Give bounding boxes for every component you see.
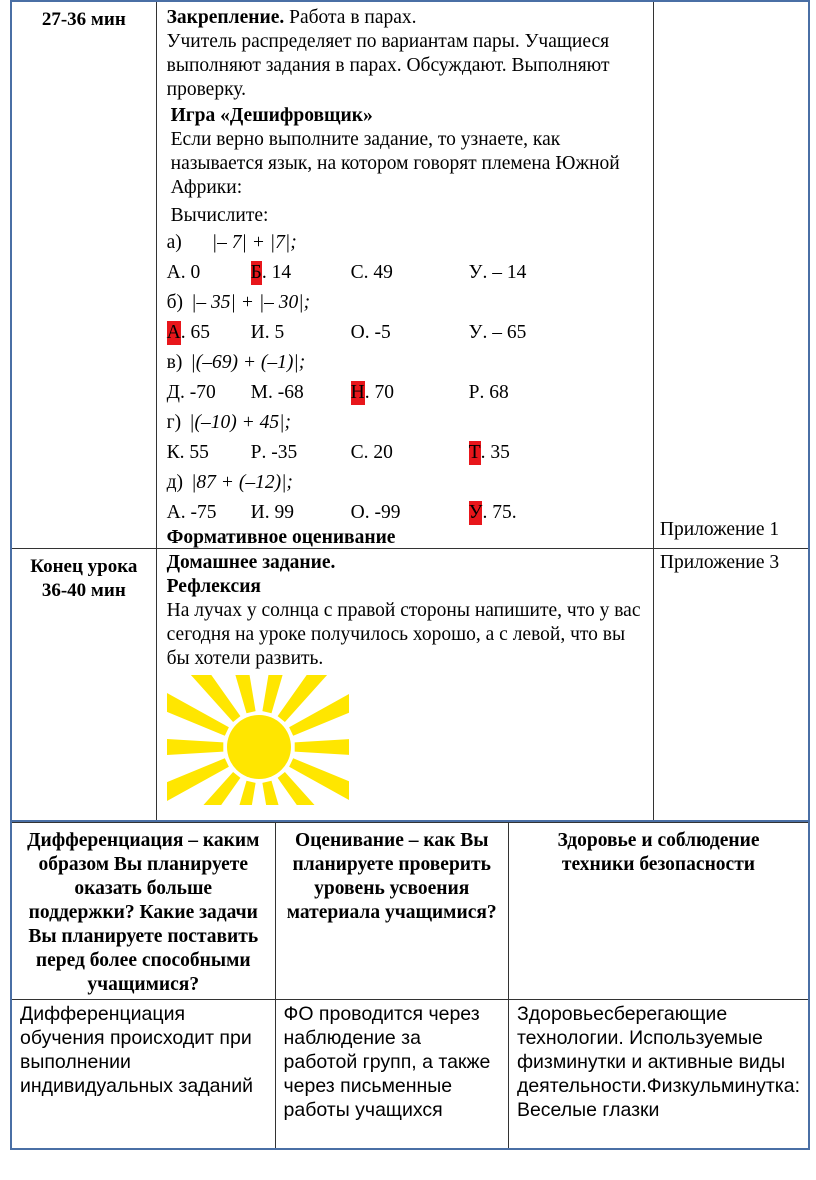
- homework-label: Домашнее задание.: [166, 552, 336, 573]
- task-label: г): [166, 412, 182, 433]
- answer-letter: М: [250, 382, 268, 403]
- answer-option: [469, 321, 569, 345]
- task-formula: |(–69) + (–1)|;: [190, 352, 306, 373]
- answer-value: . – 65: [482, 322, 527, 343]
- answer-letter: У: [468, 262, 483, 283]
- answer-option: [167, 441, 251, 465]
- task-formula: |– 35| + |– 30|;: [191, 292, 311, 313]
- answer-option: [251, 321, 351, 345]
- stage-row-end: [11, 549, 809, 821]
- answer-option: [251, 501, 351, 525]
- answer-value: . 0: [180, 262, 201, 283]
- evaluation-header-row: [11, 822, 809, 999]
- header-assessment: Оценивание – как Вы планируете проверить уровень усвоения материала учащимися?: [275, 822, 508, 999]
- stage-title: Закрепление.: [166, 7, 285, 28]
- compute-label: Вычислите:: [170, 205, 269, 226]
- answer-option: [251, 381, 351, 405]
- stage-intro: Учитель распределяет по вариантам пары. Учащиеся выполняют задания в парах. Обсуждают. Выполняют проверку.: [166, 31, 610, 100]
- formative-label: Формативное оценивание: [166, 527, 396, 548]
- answer-value: . 49: [363, 262, 393, 283]
- answer-value: . 35: [480, 442, 510, 463]
- task-expression: [167, 348, 645, 378]
- answer-value: . 55: [179, 442, 209, 463]
- answer-option: [469, 501, 569, 525]
- answer-letter: О: [350, 502, 365, 523]
- answer-options: [167, 378, 645, 408]
- reflection-text: На лучах у солнца с правой стороны напишите, что у вас сегодня на уроке получилось хорошо, а с левой, что вы бы хотели развить.: [166, 600, 641, 669]
- answer-option: [469, 381, 569, 405]
- task-list: [167, 228, 645, 528]
- answer-value: . 68: [479, 382, 509, 403]
- answer-value: . -75: [180, 502, 217, 523]
- answer-value: . -5: [364, 322, 391, 343]
- answer-value: . – 14: [482, 262, 527, 283]
- answer-letter: Д: [166, 382, 180, 403]
- answer-option: [251, 441, 351, 465]
- end-time-line2: 36-40 мин: [41, 580, 126, 601]
- task-expression: [167, 468, 645, 498]
- answer-option: [351, 441, 469, 465]
- evaluation-body-row: [11, 999, 809, 1149]
- answer-value: . -68: [267, 382, 304, 403]
- answer-options: [167, 498, 645, 528]
- task-label: в): [166, 352, 183, 373]
- answer-value: . 99: [264, 502, 294, 523]
- sun-ray: [167, 738, 223, 756]
- reflection-label: Рефлексия: [166, 576, 261, 597]
- answer-letter-highlighted: У: [468, 502, 483, 523]
- sun-image: [167, 675, 349, 805]
- answer-letter-highlighted: А: [166, 322, 181, 343]
- header-health: Здоровье и соблюдение техники безопасности: [508, 822, 809, 999]
- answer-options: [167, 258, 645, 288]
- answer-value: . 20: [363, 442, 393, 463]
- answer-option: [167, 381, 251, 405]
- answer-option: [351, 321, 469, 345]
- lesson-plan: [10, 0, 810, 1150]
- task-expression: [167, 228, 645, 258]
- answer-letter: А: [166, 262, 181, 283]
- stage-time: 27-36 мин: [11, 1, 156, 549]
- cell-differentiation: Дифференциация обучения происходит при выполнении индивидуальных заданий: [11, 999, 275, 1149]
- header-differentiation: Дифференциация – каким образом Вы планируете оказать больше поддержки? Какие задачи Вы планируете поставить перед более способными учащимися?: [11, 822, 275, 999]
- task-formula: |87 + (–12)|;: [191, 472, 293, 493]
- answer-letter: С: [350, 262, 364, 283]
- task-expression: [167, 288, 645, 318]
- answer-value: . 65: [180, 322, 210, 343]
- game-text: Если верно выполните задание, то узнаете, как называется язык, на котором говорят племена Южной Африки:: [170, 129, 620, 198]
- answer-letter-highlighted: Т: [468, 442, 481, 463]
- answer-value: . -99: [364, 502, 401, 523]
- task-formula: |(–10) + 45|;: [189, 412, 292, 433]
- answer-option: [251, 261, 351, 285]
- sun-ray: [294, 738, 348, 756]
- answer-letter: А: [166, 502, 181, 523]
- cell-assessment: ФО проводится через наблюдение за работой групп, а также через письменные работы учащихся: [275, 999, 508, 1149]
- answer-letter-highlighted: Н: [350, 382, 365, 403]
- stage-content: [156, 1, 653, 549]
- stage-row-consolidation: [11, 1, 809, 549]
- answer-value: . -35: [261, 442, 298, 463]
- end-time-line1: Конец урока: [30, 556, 138, 577]
- answer-value: . 14: [261, 262, 292, 283]
- answer-value: . -70: [179, 382, 216, 403]
- answer-option: [469, 261, 569, 285]
- task-label: д): [166, 472, 184, 493]
- task-formula: |– 7| + |7|;: [211, 232, 297, 253]
- game-title: Игра «Дешифровщик»: [170, 105, 373, 126]
- answer-option: [351, 261, 469, 285]
- lesson-stages-table: [10, 0, 810, 822]
- answer-letter: У: [468, 322, 483, 343]
- answer-option: [351, 381, 469, 405]
- stage-heading: [167, 6, 645, 30]
- answer-letter-highlighted: Б: [250, 262, 262, 283]
- answer-value: . 75.: [482, 502, 517, 523]
- appendix-1: Приложение 1: [653, 1, 809, 549]
- end-content: [156, 549, 653, 821]
- answer-letter: С: [350, 442, 364, 463]
- answer-letter: Р: [250, 442, 262, 463]
- answer-option: [167, 321, 251, 345]
- answer-option: [351, 501, 469, 525]
- task-expression: [167, 408, 645, 438]
- answer-value: . 5: [264, 322, 285, 343]
- sun-disc: [227, 715, 291, 779]
- cell-health: Здоровьесберегающие технологии. Используемые физминутки и активные виды деятельности.Физкульминутка: Веселые глазки: [508, 999, 809, 1149]
- answer-letter: Р: [468, 382, 480, 403]
- answer-letter: О: [350, 322, 365, 343]
- end-time: [11, 549, 156, 821]
- task-label: а): [166, 232, 182, 253]
- answer-letter: И: [250, 502, 265, 523]
- answer-option: [167, 261, 251, 285]
- task-label: б): [166, 292, 184, 313]
- answer-value: . 70: [364, 382, 394, 403]
- answer-options: [167, 438, 645, 468]
- answer-letter: И: [250, 322, 265, 343]
- evaluation-table: [10, 822, 810, 1151]
- appendix-3: Приложение 3: [653, 549, 809, 821]
- answer-option: [167, 501, 251, 525]
- answer-option: [469, 441, 569, 465]
- stage-title-rest: Работа в парах.: [284, 7, 417, 28]
- answer-letter: К: [166, 442, 180, 463]
- answer-options: [167, 318, 645, 348]
